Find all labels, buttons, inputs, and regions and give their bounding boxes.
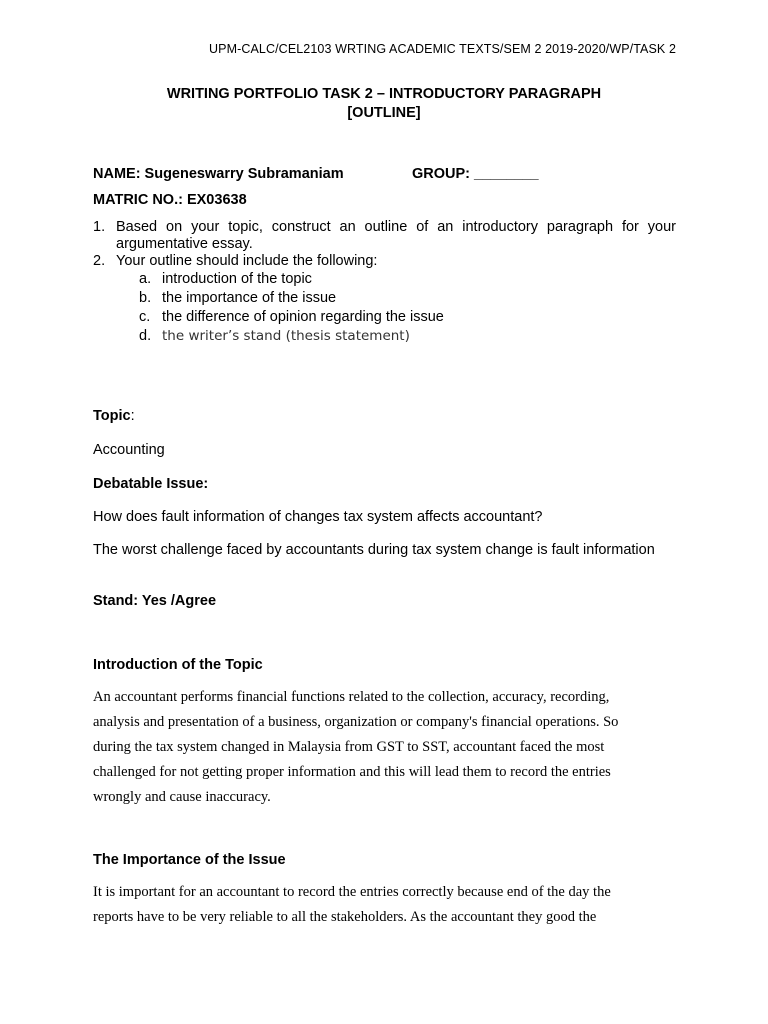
outline-text: the writer’s stand (thesis statement) (162, 328, 410, 344)
importance-paragraph (93, 880, 683, 930)
instruction-item (93, 219, 676, 253)
student-name: NAME: Sugeneswarry Subramaniam (93, 166, 344, 182)
instruction-number: 1. (93, 219, 106, 235)
topic-value: Accounting (93, 442, 165, 458)
outline-text: the difference of opinion regarding the issue (162, 309, 444, 325)
topic-colon: : (130, 408, 135, 424)
intro-paragraph (93, 685, 683, 810)
stand-label: Stand: Yes /Agree (93, 593, 217, 609)
matric-number: MATRIC NO.: EX03638 (93, 192, 247, 208)
paragraph-line: during the tax system changed in Malaysia from GST to SST, accountant faced the most (93, 739, 605, 755)
instruction-item (93, 253, 676, 270)
debatable-statement: The worst challenge faced by accountants during tax system change is fault information (93, 542, 655, 558)
importance-heading: The Importance of the Issue (93, 852, 286, 868)
debatable-question: How does fault information of changes tax system affects accountant? (93, 509, 543, 525)
outline-letter: b. (139, 290, 152, 306)
outline-item (93, 327, 676, 346)
outline-letter: c. (139, 309, 151, 325)
topic-label-line (93, 408, 680, 425)
paragraph-line: analysis and presentation of a business, organization or company's financial operations. So (93, 714, 619, 730)
paragraph-line: reports have to be very reliable to all the stakeholders. As the accountant they good the (93, 909, 597, 925)
debatable-issue-label: Debatable Issue: (93, 476, 209, 492)
instruction-text: Your outline should include the following: (116, 253, 378, 269)
outline-text: the importance of the issue (162, 290, 337, 306)
paragraph-line: wrongly and cause inaccuracy. (93, 789, 271, 805)
paragraph-line: It is important for an accountant to record the entries correctly because end of the day the (93, 884, 611, 900)
outline-item (93, 289, 676, 308)
outline-letter: a. (139, 271, 152, 287)
student-group: GROUP: ________ (412, 166, 539, 182)
outline-text: introduction of the topic (162, 271, 312, 287)
document-title: WRITING PORTFOLIO TASK 2 – INTRODUCTORY PARAGRAPH (166, 86, 602, 102)
outline-item (93, 270, 676, 289)
outline-letter: d. (139, 328, 152, 344)
outline-item (93, 308, 676, 327)
page-header: UPM-CALC/CEL2103 WRTING ACADEMIC TEXTS/SEM 2 2019-2020/WP/TASK 2 (209, 42, 676, 56)
intro-heading: Introduction of the Topic (93, 657, 263, 673)
instructions-list (93, 219, 676, 346)
document-subtitle: [OUTLINE] (347, 105, 421, 121)
instruction-number: 2. (93, 253, 106, 269)
topic-label: Topic (93, 408, 131, 424)
paragraph-line: An accountant performs financial functions related to the collection, accuracy, recording, (93, 689, 610, 705)
instruction-text: Based on your topic, construct an outline of an introductory paragraph for your argumentative essay. (116, 219, 676, 252)
paragraph-line: challenged for not getting proper information and this will lead them to record the entries (93, 764, 611, 780)
